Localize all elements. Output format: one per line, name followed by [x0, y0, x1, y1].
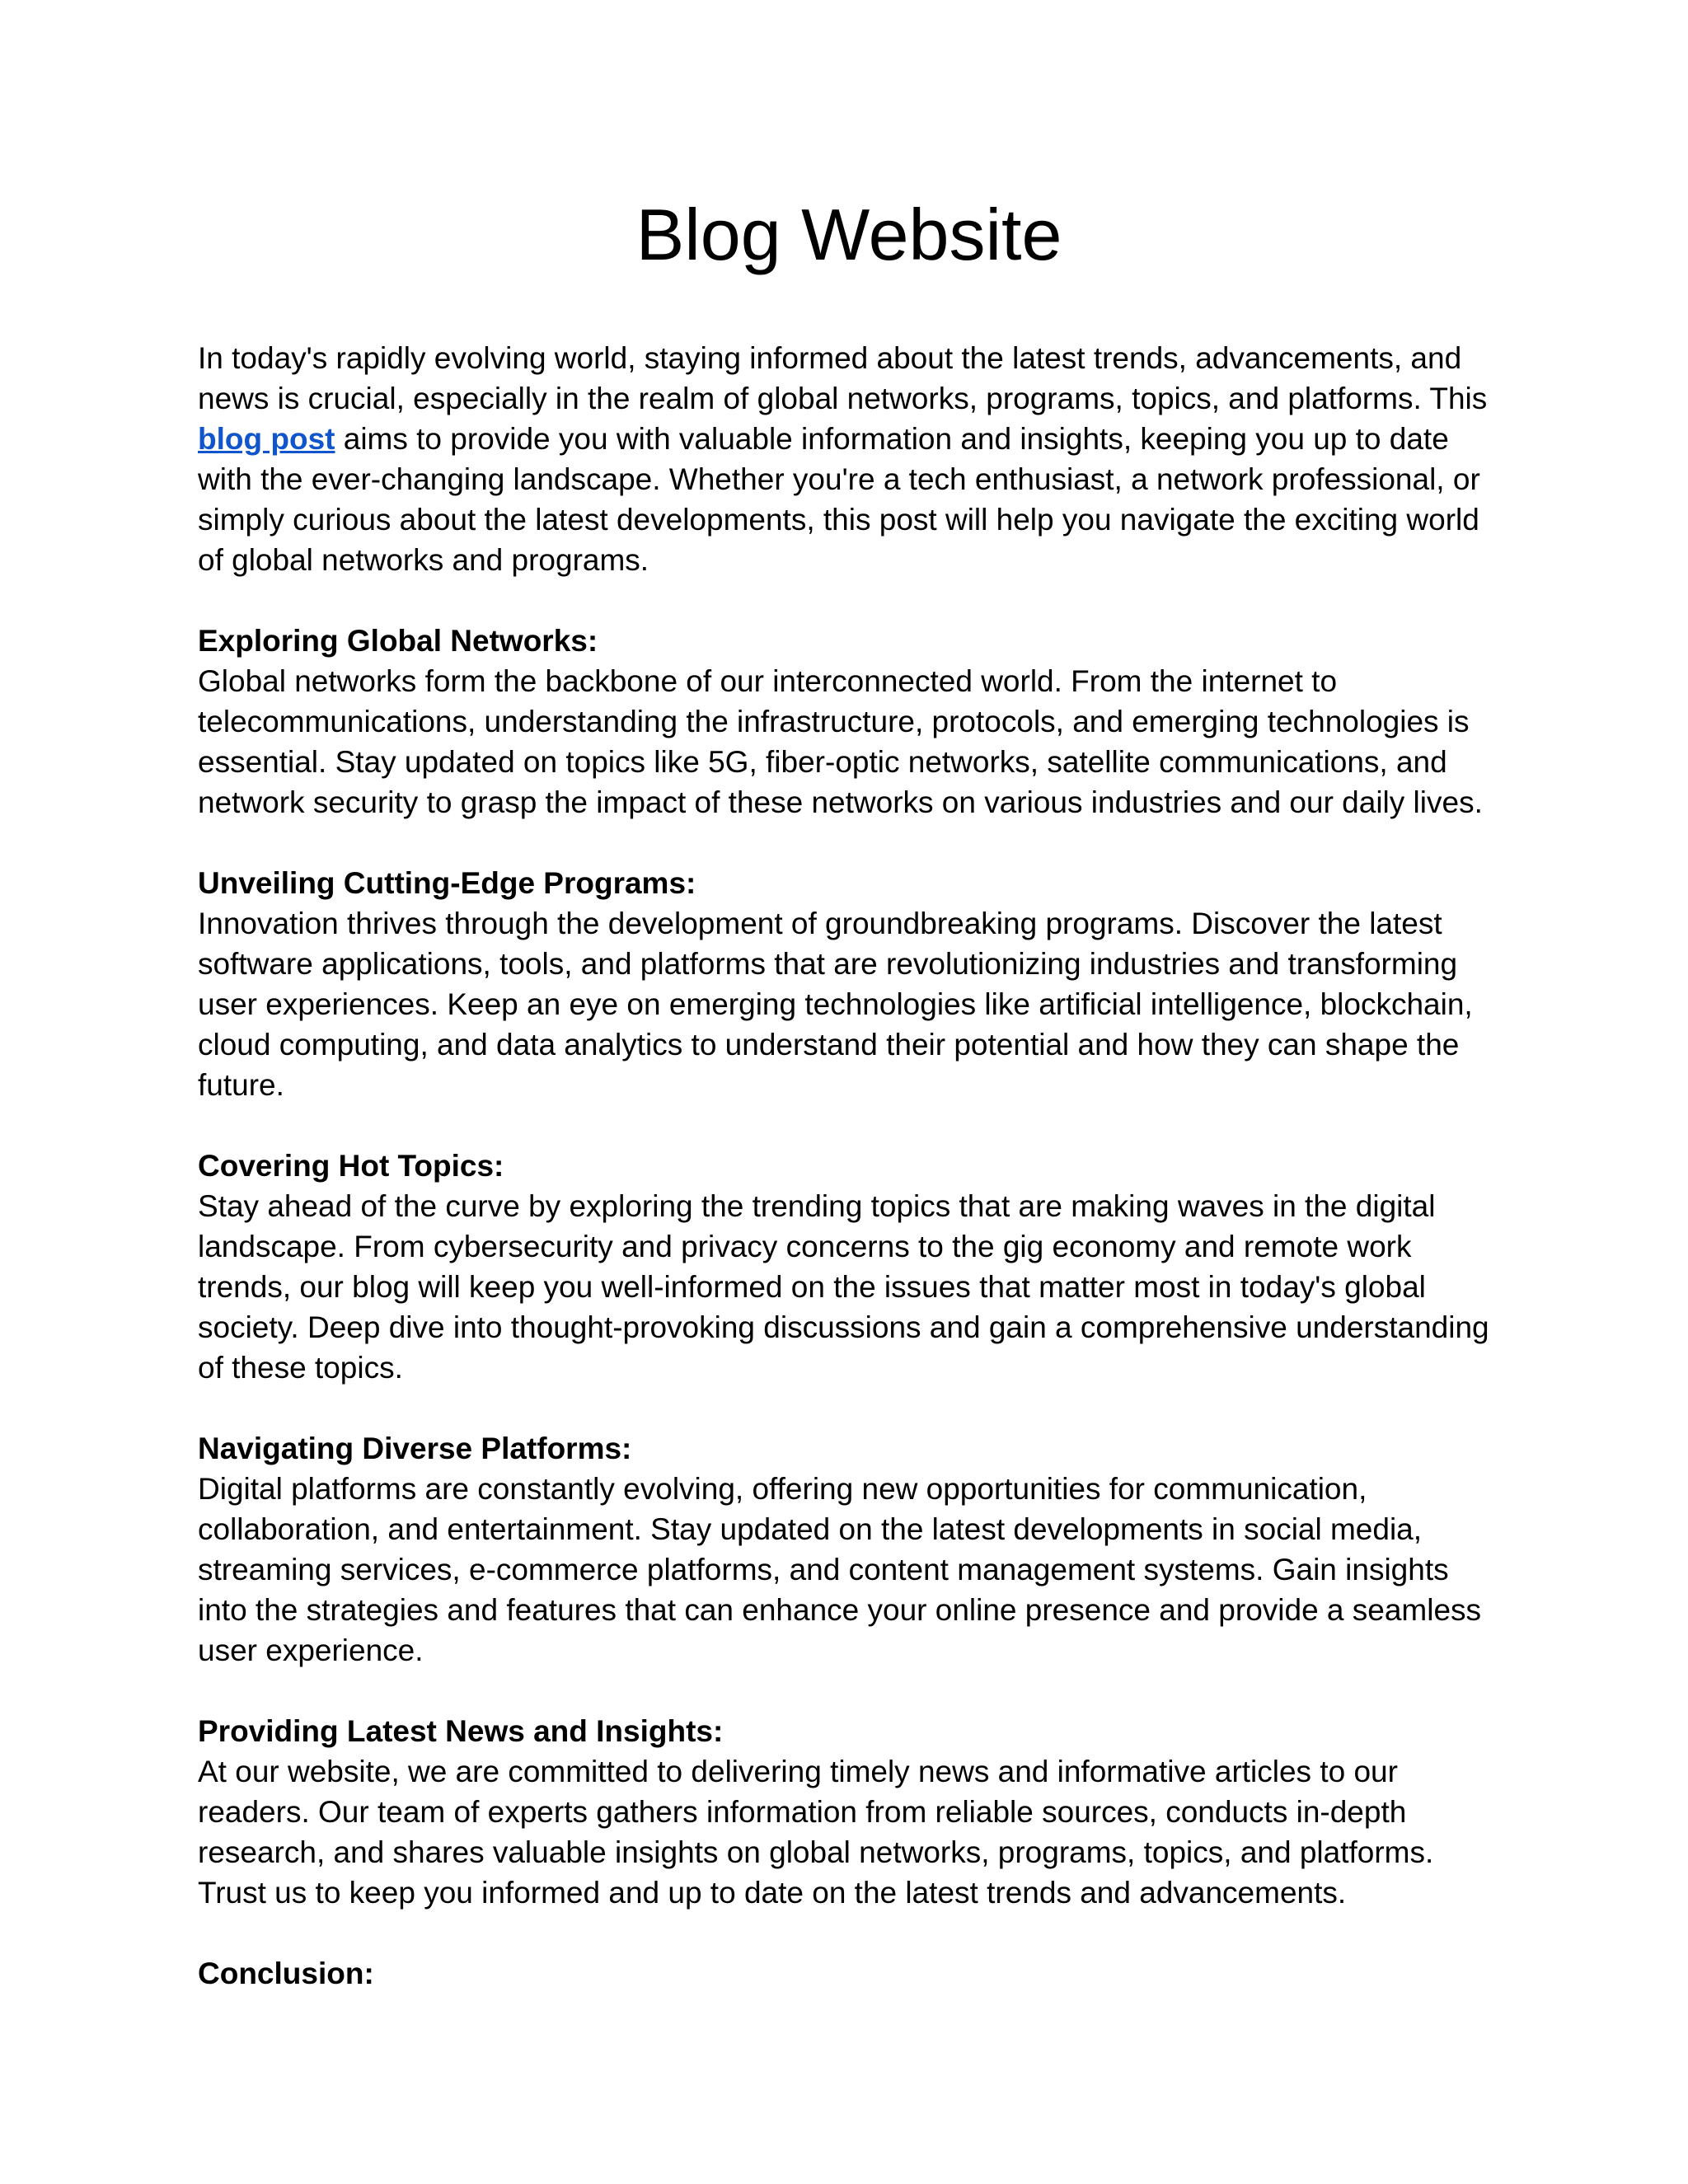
section-conclusion: [198, 1953, 1500, 1994]
section-heading: Conclusion:: [198, 1957, 374, 1990]
section-body: Stay ahead of the curve by exploring the trending topics that are making waves in the digital landscape. From cybersecurity and privacy concerns to the gig economy and remote work trends, our blog will keep you well-informed on the issues that matter most in today's global society. Deep dive into thought-provoking discussions and gain a comprehensive understanding of these topics.: [198, 1189, 1489, 1385]
section-body: At our website, we are committed to delivering timely news and informative articles to our readers. Our team of experts gathers information from reliable sources, conducts in-depth research, and shares valuable insights on global networks, programs, topics, and platforms. Trust us to keep you informed and up to date on the latest trends and advancements.: [198, 1755, 1434, 1910]
section-latest-news: [198, 1711, 1500, 1913]
section-heading: Unveiling Cutting-Edge Programs:: [198, 866, 696, 900]
section-heading: Covering Hot Topics:: [198, 1149, 504, 1183]
section-covering-hot-topics: [198, 1146, 1500, 1388]
page-title: Blog Website: [635, 194, 1062, 275]
blog-post-link[interactable]: blog post: [198, 422, 335, 456]
section-body: Digital platforms are constantly evolving, offering new opportunities for communication, collaboration, and entertainment. Stay updated on the latest developments in social media, streaming services, e-commerce platforms, and content management systems. Gain insights into the strategies and features that can enhance your online presence and provide a seamless user experience.: [198, 1472, 1482, 1667]
section-heading: Exploring Global Networks:: [198, 624, 598, 658]
section-navigating-platforms: [198, 1428, 1500, 1671]
section-unveiling-programs: [198, 863, 1500, 1105]
intro-text-start: In today's rapidly evolving world, staying informed about the latest trends, advancements, and news is crucial, especially in the realm of global networks, programs, topics, and platforms. This: [198, 341, 1488, 415]
intro-paragraph: [198, 338, 1500, 580]
section-body: Innovation thrives through the development of groundbreaking programs. Discover the latest software applications, tools, and platforms that are revolutionizing industries and transforming user experiences. Keep an eye on emerging technologies like artificial intelligence, blockchain, cloud computing, and data analytics to understand their potential and how they can shape the future.: [198, 907, 1473, 1102]
intro-text-end: aims to provide you with valuable information and insights, keeping you up to date with the ever-changing landscape. Whether you're a tech enthusiast, a network professional, or simply curious about the latest developments, this post will help you navigate the exciting world of global networks and programs.: [198, 422, 1480, 577]
section-body: Global networks form the backbone of our interconnected world. From the internet to telecommunications, understanding the infrastructure, protocols, and emerging technologies is essential. Stay updated on topics like 5G, fiber-optic networks, satellite communications, and network security to grasp the impact of these networks on various industries and our daily lives.: [198, 664, 1483, 819]
section-exploring-global-networks: [198, 621, 1500, 823]
section-heading: Providing Latest News and Insights:: [198, 1714, 724, 1748]
section-heading: Navigating Diverse Platforms:: [198, 1432, 632, 1465]
document-page: [198, 190, 1500, 1994]
